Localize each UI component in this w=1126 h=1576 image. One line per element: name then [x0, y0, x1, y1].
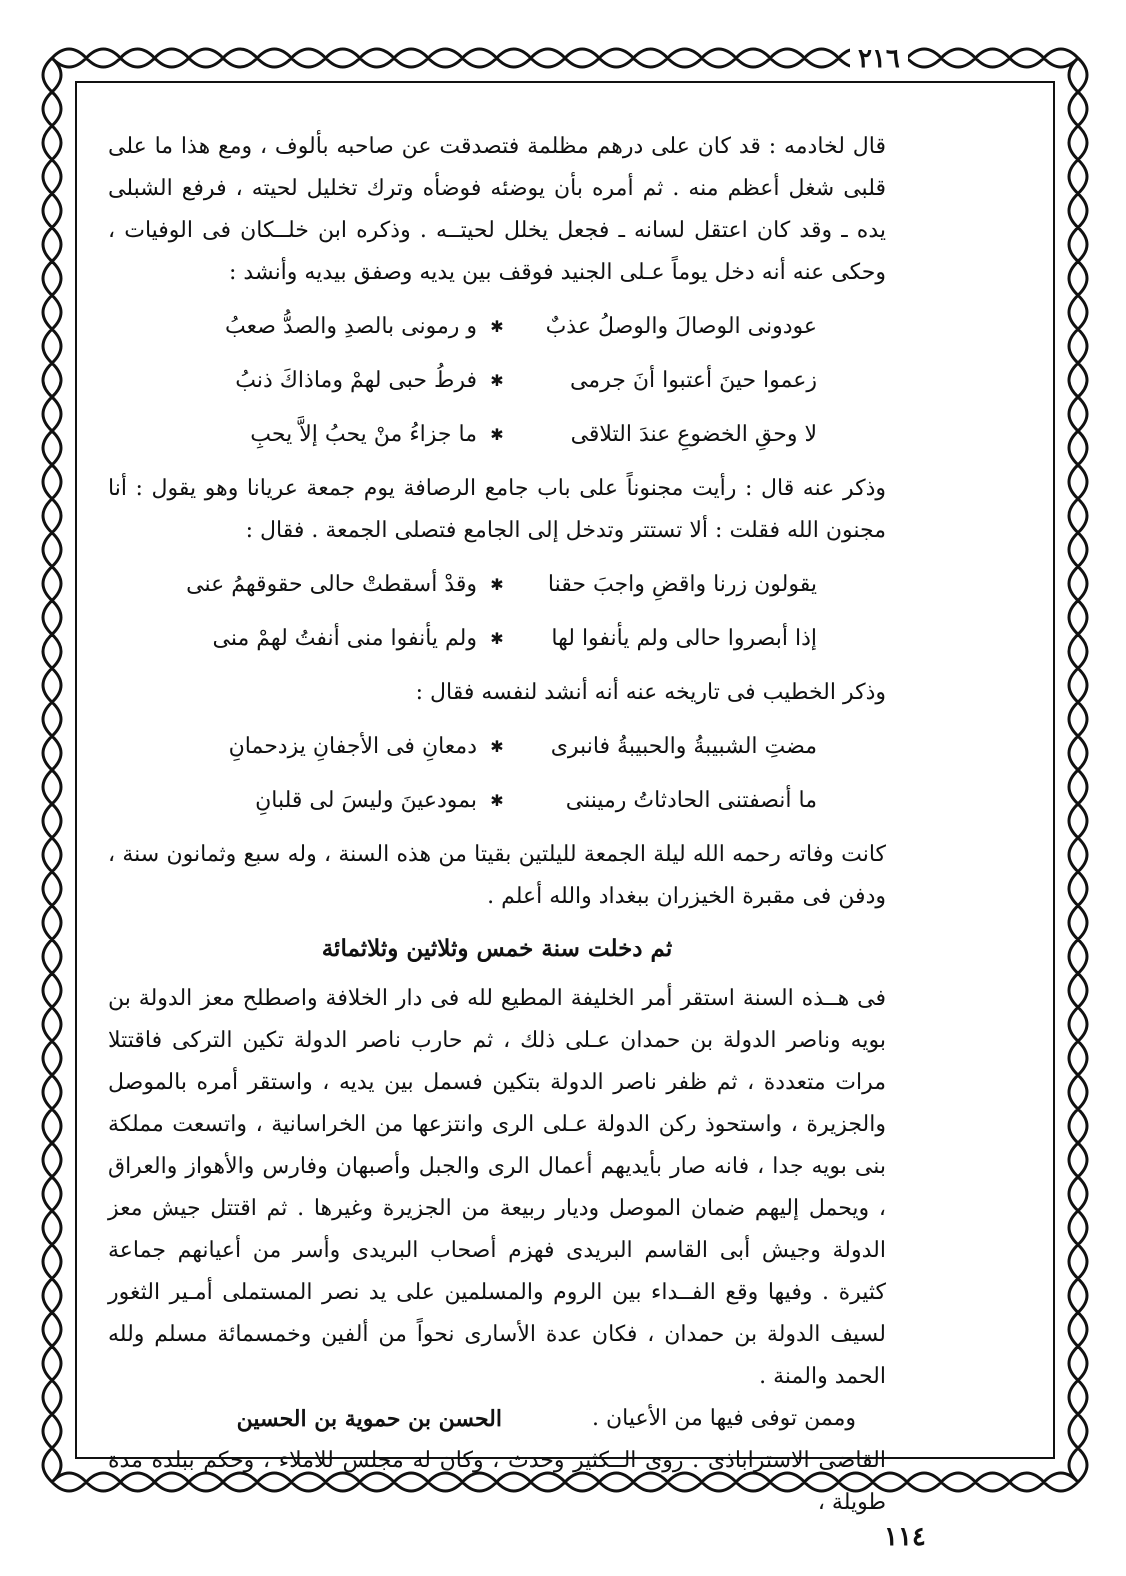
- star-separator-icon: ✱: [490, 791, 504, 810]
- star-separator-icon: ✱: [490, 425, 504, 444]
- verse-hemistich: وقدْ أسقطتْ حالى حقوقهمُ عنى: [186, 572, 477, 597]
- paragraph: وذكر الخطيب فى تاريخه عنه أنه أنشد لنفسه فقال :: [415, 680, 886, 705]
- verse-hemistich: إذا أبصروا حالى ولم يأنفوا لها: [551, 626, 817, 651]
- biography-intro: وممن توفى فيها من الأعيان .: [592, 1406, 856, 1431]
- verse-line: [108, 564, 886, 606]
- verse-line: [108, 414, 886, 456]
- star-separator-icon: ✱: [490, 629, 504, 648]
- verse-line: [108, 306, 886, 348]
- paragraph: القاضى الاستراباذى . روى الــكثير وحدث ، وكان له مجلس للاملاء ، وحكم ببلده مدة طويلة ،: [108, 1448, 886, 1515]
- verse-line: [108, 726, 886, 768]
- star-separator-icon: ✱: [490, 575, 504, 594]
- verse-hemistich: ولم يأنفوا منى أنفتُ لهمْ منى: [212, 626, 477, 651]
- biography-name: الحسن بن حموية بن الحسين: [236, 1406, 502, 1432]
- verse-hemistich: مضتِ الشبيبةُ والحبيبةُ فانبرى: [550, 734, 817, 759]
- star-separator-icon: ✱: [490, 371, 504, 390]
- star-separator-icon: ✱: [490, 317, 504, 336]
- verse-hemistich: لا وحقِ الخضوعِ عندَ التلاقى: [570, 422, 817, 447]
- verse-hemistich: عودونى الوصالَ والوصلُ عذبٌ: [545, 314, 817, 339]
- verse-hemistich: دمعانِ فى الأجفانِ يزدحمانِ: [228, 734, 477, 759]
- verse-line: [108, 360, 886, 402]
- verse-hemistich: ما أنصفتنى الحادثاتُ رميننى: [565, 788, 817, 813]
- verse-hemistich: بمودعينَ وليسَ لى قلبانِ: [255, 788, 477, 813]
- signature-number: ١١٤: [884, 1522, 926, 1552]
- verse-hemistich: زعموا حينَ أعتبوا أنَ جرمى: [569, 368, 817, 393]
- verse-hemistich: ما جزاءُ منْ يحبُ إلاَّ يحبِ: [250, 422, 477, 447]
- verse-hemistich: فرطُ حبى لهمْ وماذاكَ ذنبُ: [235, 368, 477, 393]
- verse-line: [108, 618, 886, 660]
- paragraph: وذكر عنه قال : رأيت مجنوناً على باب جامع الرصافة يوم جمعة عريانا وهو يقول : أنا مجنون الله فقلت : ألا تستتر وتدخل إلى الجامع فتصلى الجمعة . فقال :: [108, 476, 886, 543]
- verse-hemistich: و رمونى بالصدِ والصدُّ صعبُ: [225, 314, 477, 339]
- paragraph: كانت وفاته رحمه الله ليلة الجمعة لليلتين بقيتا من هذه السنة ، وله سبع وثمانون سنة ، ودفن فى مقبرة الخيزران ببغداد والله أعلم .: [108, 842, 886, 909]
- verse-line: [108, 780, 886, 822]
- paragraph: فى هــذه السنة استقر أمر الخليفة المطيع لله فى دار الخلافة واصطلح معز الدولة بن بويه وناصر الدولة بن حمدان عـلى ذلك ، ثم حارب ناصر الدولة تكين التركى فاقتتلا مرات متعددة ، ثم ظفر ناصر الدولة بتكين فسمل بين يديه ، واستقر أمره بالموصل والجزيرة ، واستحوذ ركن الدولة عـلى الرى وانتزعها من الخراسانية ، واتسعت مملكة بنى بويه جدا ، فانه صار بأيديهم أعمال الرى والجبل وأصبهان وفارس والأهواز والعراق ، ويحمل إليهم ضمان الموصل وديار ربيعة من الجزيرة وغيرها . ثم اقتتل جيش معز الدولة وجيش أبى القاسم البريدى فهزم أصحاب البريدى وأسر من أعيانهم جماعة كثيرة . وفيها وقع الفــداء بين الروم والمسلمين على يد نصر المستملى أمـير الثغور لسيف الدولة بن حمدان ، فكان عدة الأسارى نحواً من ألفين وخمسمائة مسلم ولله الحمد والمنة .: [108, 986, 886, 1389]
- biography-heading-line: [108, 1398, 886, 1440]
- verse-hemistich: يقولون زرنا واقضِ واجبَ حقنا: [547, 572, 817, 597]
- page-number: ٢١٦: [850, 44, 908, 74]
- section-heading: ثم دخلت سنة خمس وثلاثين وثلاثمائة: [321, 935, 673, 962]
- page-body: [108, 126, 886, 1524]
- paragraph: قال لخادمه : قد كان على درهم مظلمة فتصدقت عن صاحبه بألوف ، ومع هذا ما على قلبى شغل أعظم منه . ثم أمره بأن يوضئه فوضأه وترك تخليل لحيته ، فرفع الشبلى يده ـ وقد كان اعتقل لسانه ـ فجعل يخلل لحيتــه . وذكره ابن خلــكان فى الوفيات ، وحكى عنه أنه دخل يوماً عـلى الجنيد فوقف بين يديه وصفق بيديه وأنشد :: [108, 134, 886, 285]
- star-separator-icon: ✱: [490, 737, 504, 756]
